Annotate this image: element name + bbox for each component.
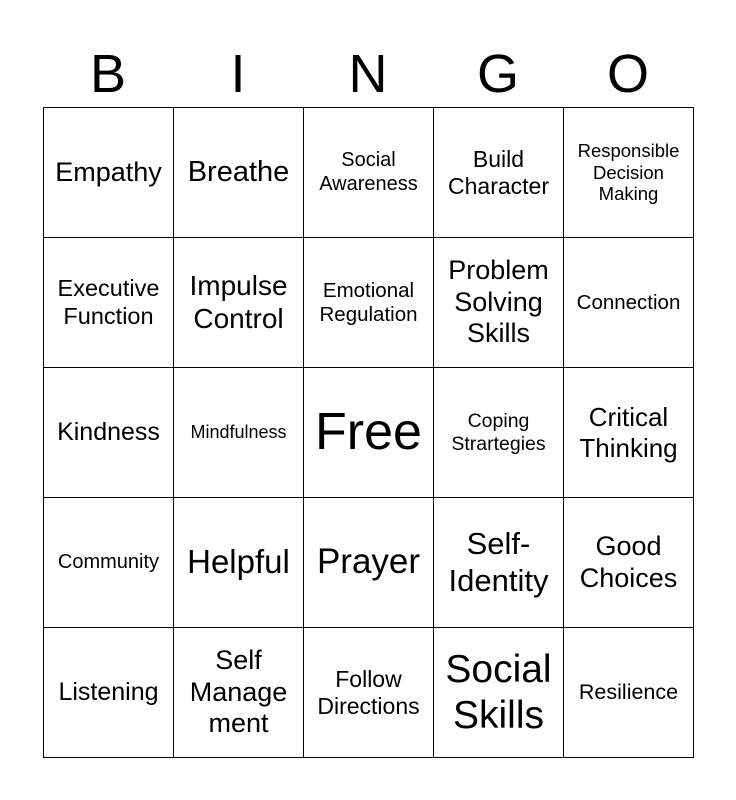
bingo-cell-1-2[interactable] bbox=[174, 108, 304, 238]
cell-label: Responsible Decision Making bbox=[577, 140, 680, 205]
bingo-cell-1-3[interactable] bbox=[304, 108, 434, 238]
header-letter-b: B bbox=[89, 44, 127, 104]
header-letter-o: O bbox=[606, 44, 649, 104]
bingo-cell-1-5[interactable] bbox=[564, 108, 694, 238]
cell-label: Self- Identity bbox=[448, 526, 549, 598]
bingo-cell-2-3[interactable] bbox=[304, 238, 434, 368]
cell-label: Executive Function bbox=[57, 275, 160, 329]
bingo-cell-5-5[interactable] bbox=[564, 628, 694, 758]
cell-label: Helpful bbox=[187, 543, 290, 581]
header-letter-n: N bbox=[348, 44, 388, 104]
bingo-cell-1-1[interactable] bbox=[44, 108, 174, 238]
bingo-cell-2-5[interactable] bbox=[564, 238, 694, 368]
bingo-cell-4-4[interactable] bbox=[434, 498, 564, 628]
cell-label: Listening bbox=[58, 677, 159, 706]
cell-label: Good Choices bbox=[579, 530, 678, 593]
cell-label: Kindness bbox=[57, 417, 160, 446]
cell-label: Breathe bbox=[187, 155, 290, 188]
cell-label: Impulse Control bbox=[189, 269, 288, 334]
bingo-cell-3-5[interactable] bbox=[564, 368, 694, 498]
cell-label: Self Manage ment bbox=[189, 645, 288, 739]
cell-label: Resilience bbox=[578, 679, 679, 704]
bingo-cell-4-5[interactable] bbox=[564, 498, 694, 628]
cell-label: Social Skills bbox=[445, 647, 552, 737]
cell-label: Prayer bbox=[316, 542, 421, 582]
cell-label: Follow Directions bbox=[317, 665, 420, 719]
bingo-cell-2-2[interactable] bbox=[174, 238, 304, 368]
bingo-cell-5-2[interactable] bbox=[174, 628, 304, 758]
bingo-cell-5-1[interactable] bbox=[44, 628, 174, 758]
cell-label: Social Awareness bbox=[319, 149, 418, 195]
cell-label: Critical Thinking bbox=[579, 402, 678, 463]
cell-label: Community bbox=[57, 550, 160, 573]
bingo-cell-3-1[interactable] bbox=[44, 368, 174, 498]
bingo-cell-1-4[interactable] bbox=[434, 108, 564, 238]
bingo-cell-2-4[interactable] bbox=[434, 238, 564, 368]
bingo-cell-5-3[interactable] bbox=[304, 628, 434, 758]
bingo-board bbox=[43, 107, 694, 758]
cell-label: Build Character bbox=[448, 145, 549, 199]
cell-label: Coping Strartegies bbox=[451, 409, 546, 455]
cell-label: Emotional Regulation bbox=[319, 278, 418, 326]
bingo-cell-3-4[interactable] bbox=[434, 368, 564, 498]
cell-label: Mindfulness bbox=[190, 421, 287, 442]
cell-label: Empathy bbox=[55, 156, 162, 187]
free-space-label: Free bbox=[315, 403, 422, 462]
bingo-cell-4-3[interactable] bbox=[304, 498, 434, 628]
bingo-cell-3-2[interactable] bbox=[174, 368, 304, 498]
bingo-cell-4-1[interactable] bbox=[44, 498, 174, 628]
free-space-cell[interactable] bbox=[304, 368, 434, 498]
bingo-cell-2-1[interactable] bbox=[44, 238, 174, 368]
bingo-cell-5-4[interactable] bbox=[434, 628, 564, 758]
bingo-cell-4-2[interactable] bbox=[174, 498, 304, 628]
header-letter-i: I bbox=[230, 44, 246, 104]
cell-label: Connection bbox=[576, 290, 681, 314]
header-letter-g: G bbox=[476, 44, 519, 104]
cell-label: Problem Solving Skills bbox=[448, 255, 549, 349]
bingo-header bbox=[43, 46, 693, 102]
